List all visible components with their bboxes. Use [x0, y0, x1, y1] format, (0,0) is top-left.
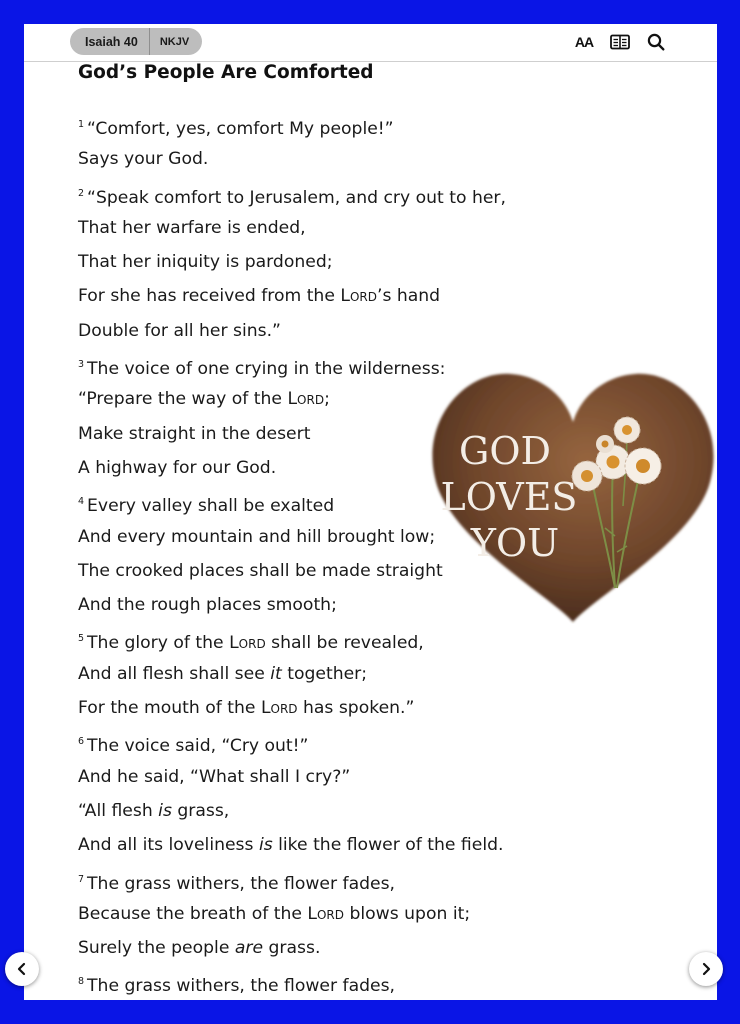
verse-text: Because the breath of the	[78, 903, 308, 924]
version-button[interactable]: NKJV	[159, 35, 190, 48]
lord-small-caps: Lord	[307, 903, 345, 924]
next-chapter-button[interactable]	[689, 952, 723, 986]
verse-text: “Prepare the way of the	[78, 389, 288, 410]
verse-text: A highway for our God.	[78, 457, 277, 478]
heart-text-line-1: GOD	[459, 429, 551, 473]
book-chapter-button[interactable]: Isaiah 40	[85, 34, 138, 49]
verse-line	[78, 965, 698, 999]
verse-text: For she has received from the	[78, 286, 341, 307]
lord-small-caps: Lord	[260, 698, 298, 719]
verse-text: The glory of the	[87, 633, 230, 654]
font-size-button[interactable]	[573, 31, 595, 53]
verse-text: “Comfort, yes, comfort My people!”	[87, 119, 394, 139]
verse-text: Double for all her sins.”	[78, 320, 281, 341]
verse-line	[78, 725, 698, 759]
verse-text: ’s hand	[376, 286, 441, 307]
verse-line	[78, 314, 698, 348]
verse-text: has spoken.”	[297, 698, 415, 719]
verse-text: That her warfare is ended,	[78, 217, 306, 238]
top-toolbar	[24, 24, 717, 62]
verse-line	[78, 897, 698, 931]
chevron-right-icon	[699, 962, 713, 976]
verse-text: The grass withers, the flower fades,	[87, 873, 396, 894]
toolbar-actions	[573, 31, 667, 53]
verse-line	[78, 211, 698, 245]
verse-text: That her iniquity is pardoned;	[78, 252, 333, 273]
font-size-icon: AA	[574, 34, 594, 50]
reader-window	[24, 24, 717, 1000]
verse-line	[78, 177, 698, 211]
verse-text: like the flower of the field.	[272, 835, 504, 856]
verse-text: “Speak comfort to Jerusalem, and cry out to her,	[87, 187, 506, 208]
verse-line	[78, 794, 698, 828]
verse-text: “All flesh	[78, 800, 159, 821]
verse-text: The grass withers, the flower fades,	[87, 976, 396, 997]
verse-line	[78, 142, 698, 176]
verse-text: And he said, “What shall I cry?”	[78, 766, 351, 787]
verse-number: 1	[78, 119, 85, 130]
verse-line	[78, 108, 698, 142]
heart-text-line-3: YOU	[470, 521, 560, 565]
search-button[interactable]	[645, 31, 667, 53]
verse-text: Surely the people	[78, 938, 235, 959]
italic-word: it	[270, 663, 282, 684]
verse-text: grass.	[263, 938, 321, 959]
lord-small-caps: Lord	[340, 286, 377, 307]
verse-line	[78, 828, 698, 862]
verse-text: ;	[324, 389, 330, 410]
verse-text: shall be revealed,	[265, 633, 424, 654]
verse-number: 5	[78, 633, 85, 645]
verse-number: 3	[78, 359, 85, 371]
verse-line	[78, 863, 698, 897]
verse-text: Every valley shall be exalted	[87, 496, 335, 517]
verse-text: The voice of one crying in the wilderness:	[87, 359, 446, 380]
section-heading: God’s People Are Comforted	[78, 62, 374, 83]
verse-line	[78, 245, 698, 279]
lord-small-caps: Lord	[229, 633, 266, 654]
passage-selector	[70, 28, 202, 55]
previous-chapter-button[interactable]	[5, 952, 39, 986]
verse-text: Make straight in the desert	[78, 423, 311, 444]
verse-number: 8	[78, 976, 85, 988]
verse-text: And all its loveliness	[78, 835, 259, 856]
verse-text: The crooked places shall be made straight	[78, 560, 443, 581]
verse-text: blows upon it;	[344, 903, 471, 924]
verse-line	[78, 760, 698, 794]
italic-word: are	[234, 938, 264, 959]
verse-text: For the mouth of the	[78, 698, 261, 719]
verse-line	[78, 691, 698, 725]
search-icon	[647, 33, 665, 51]
heart-text-line-2: LOVES	[440, 475, 578, 519]
verse-text: together;	[281, 663, 368, 684]
italic-word: is	[158, 800, 172, 821]
verse-text: And the rough places smooth;	[78, 595, 337, 616]
verse-text: And every mountain and hill brought low;	[78, 526, 436, 547]
reader-view-icon	[610, 34, 630, 50]
god-loves-you-heart-image	[427, 366, 717, 624]
italic-word: is	[258, 835, 273, 856]
reader-view-button[interactable]	[609, 31, 631, 53]
verse-text: grass,	[171, 800, 230, 821]
verse-number: 7	[78, 873, 85, 885]
verse-number: 2	[78, 187, 85, 199]
chevron-left-icon	[15, 962, 29, 976]
verse-line	[78, 931, 698, 965]
verse-text: The voice said, “Cry out!”	[87, 736, 309, 757]
verse-line	[78, 622, 698, 656]
verse-number: 4	[78, 496, 85, 508]
lord-small-caps: Lord	[287, 389, 325, 410]
verse-line	[78, 657, 698, 691]
verse-text: Says your God.	[78, 149, 209, 170]
verse-text: And all flesh shall see	[78, 663, 271, 684]
verse-line	[78, 279, 698, 313]
verse-number: 6	[78, 736, 85, 748]
